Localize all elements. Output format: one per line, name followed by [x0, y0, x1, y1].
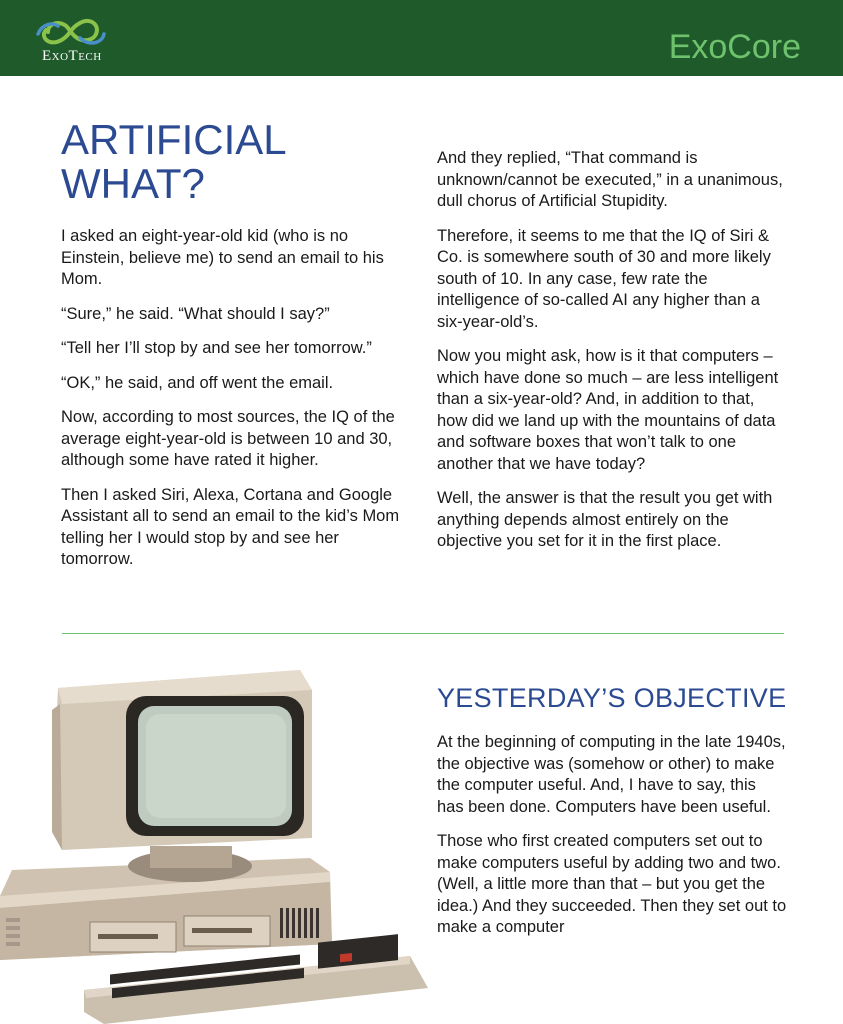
- paragraph: And they replied, “That command is unknown/cannot be executed,” in a unanimous, dull chorus of Artificial Stupidity.: [437, 149, 783, 210]
- title-line-1: ARTIFICIAL: [61, 116, 287, 163]
- section-column: [437, 732, 787, 952]
- section-heading: YESTERDAY’S OBJECTIVE: [437, 683, 787, 713]
- exo-loops-icon: [34, 16, 108, 48]
- page-header: [0, 0, 843, 76]
- paragraph: “Tell her I’ll stop by and see her tomorrow.”: [61, 339, 372, 357]
- paragraph: Those who first created computers set out to make computers useful by adding two and two. (Well, a little more than that – but you get the idea.) And they succeeded. Then they set out to make a computer: [437, 832, 787, 936]
- brand-name: ExoCore: [668, 28, 801, 66]
- paragraph: At the beginning of computing in the late 1940s, the objective was (somehow or other) to make the computer useful. And, I have to say, this has been done. Computers have been useful.: [437, 733, 786, 816]
- exotech-logo: [34, 16, 124, 66]
- paragraph: “OK,” he said, and off went the email.: [61, 373, 334, 392]
- vintage-computer-icon: [0, 660, 430, 1024]
- logo-wordmark: ExoTech: [42, 48, 102, 64]
- paragraph: Therefore, it seems to me that the IQ of Siri & Co. is somewhere south of 30 and more likely south of 10. In any case, few rate the intelligence of so-called AI any higher than a six-year-old’s.: [437, 226, 771, 331]
- left-column: [61, 226, 406, 584]
- paragraph: I asked an eight-year-old kid (who is no Einstein, believe me) to send an email to his Mom.: [61, 227, 384, 288]
- title-line-2: WHAT?: [61, 160, 205, 207]
- right-column: [437, 148, 785, 566]
- section-divider: [62, 633, 784, 634]
- paragraph: Then I asked Siri, Alexa, Cortana and Google Assistant all to send an email to the kid’s Mom telling her I would stop by and see her tomorrow.: [61, 485, 400, 568]
- paragraph: Now, according to most sources, the IQ of the average eight-year-old is between 10 and 30, although some have rated it higher.: [61, 408, 395, 469]
- paragraph: Now you might ask, how is it that computers – which have done so much – are less intelligent than a six-year-old? And, in addition to that, how did we land up with the mountains of data and software boxes that won’t talk to one another that we have today?: [437, 347, 779, 473]
- article-title: [61, 118, 401, 206]
- paragraph: “Sure,” he said. “What should I say?”: [61, 304, 330, 323]
- paragraph: Well, the answer is that the result you get with anything depends almost entirely on the objective you set for it in the first place.: [437, 489, 773, 550]
